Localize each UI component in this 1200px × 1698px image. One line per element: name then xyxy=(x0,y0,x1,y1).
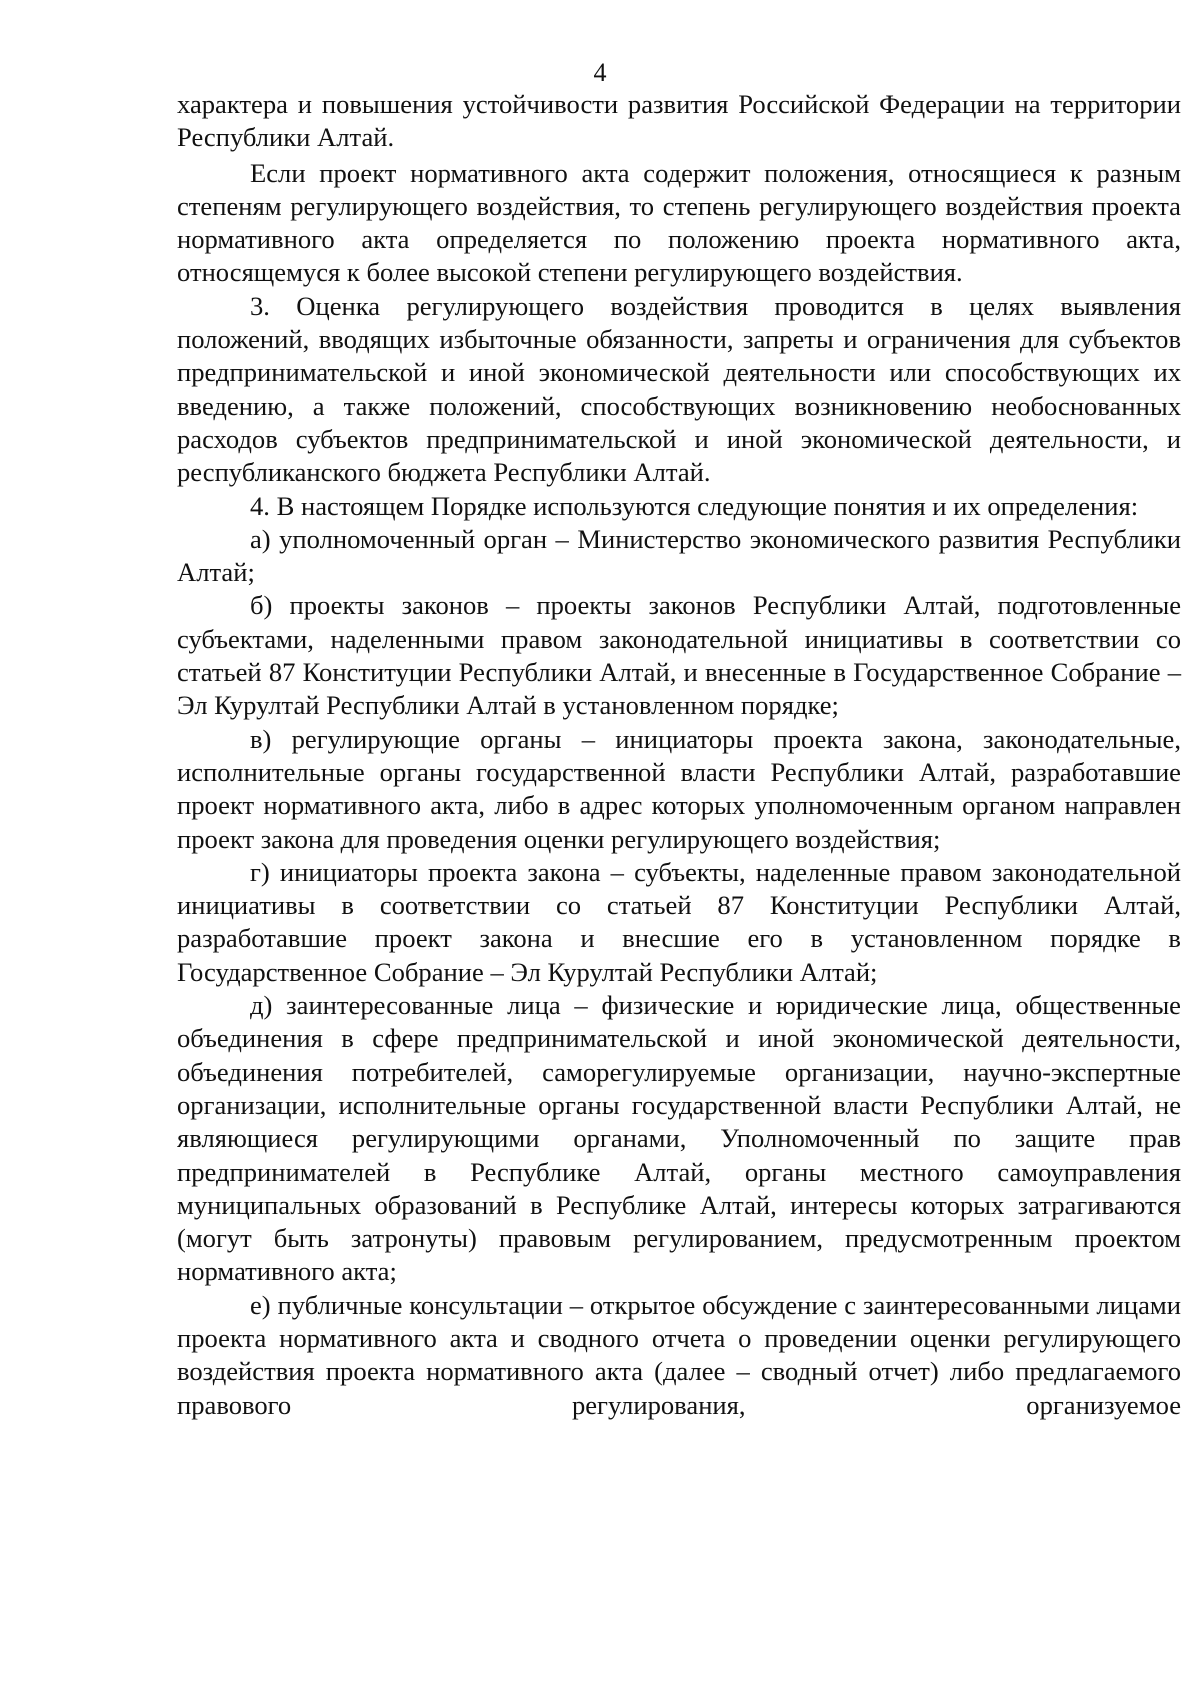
definition-a: а) уполномоченный орган – Министерство экономического развития Республики Алтай; xyxy=(177,523,1181,588)
paragraph-item-3: 3. Оценка регулирующего воздействия проводится в целях выявления положений, вводящих избыточные обязанности, запреты и ограничения для субъектов предпринимательской и иной экономической деятельности или способствующих их введению, а также положений, способствующих возникновению необоснованных расходов субъектов предпринимательской и иной экономической деятельности, и республиканского бюджета Республики Алтай. xyxy=(177,290,1181,488)
definition-v: в) регулирующие органы – инициаторы проекта закона, законодательные, исполнительные органы государственной власти Республики Алтай, разработавшие проект нормативного акта, либо в адрес которых уполномоченным органом направлен проект закона для проведения оценки регулирующего воздействия; xyxy=(177,723,1181,854)
definition-g: г) инициаторы проекта закона – субъекты, наделенные правом законодательной инициативы в соответствии со статьей 87 Конституции Республики Алтай, разработавшие проект закона и внесшие его в установленном порядке в Государственное Собрание – Эл Курултай Республики Алтай; xyxy=(177,856,1181,987)
definition-d: д) заинтересованные лица – физические и юридические лица, общественные объединения в сфере предпринимательской и иной экономической деятельности, объединения потребителей, саморегулируемые организации, научно-экспертные организации, исполнительные органы государственной власти Республики Алтай, не являющиеся регулирующими органами, Уполномоченный по защите прав предпринимателей в Республике Алтай, органы местного самоуправления муниципальных образований в Республике Алтай, интересы которых затрагиваются (могут быть затронуты) правовым регулированием, предусмотренным проектом нормативного акта; xyxy=(177,990,1181,1287)
page-number: 4 xyxy=(593,58,607,87)
paragraph-regulatory-degree: Если проект нормативного акта содержит положения, относящиеся к разным степеням регулирующего воздействия, то степень регулирующего воздействия проекта нормативного акта определяется по положению проекта нормативного акта, относящемуся к более высокой степени регулирующего воздействия. xyxy=(177,157,1181,288)
document-body xyxy=(177,88,1181,1422)
paragraph-item-4: 4. В настоящем Порядке используются следующие понятия и их определения: xyxy=(250,490,1139,521)
definition-e: е) публичные консультации – открытое обсуждение с заинтересованными лицами проекта нормативного акта и сводного отчета о проведении оценки регулирующего воздействия проекта нормативного акта (далее – сводный отчет) либо предлагаемого правового регулирования, организуемое xyxy=(177,1289,1181,1420)
paragraph-continuation: характера и повышения устойчивости развития Российской Федерации на территории Республики Алтай. xyxy=(177,89,1181,153)
definition-b: б) проекты законов – проекты законов Республики Алтай, подготовленные субъектами, наделенными правом законодательной инициативы в соответствии со статьей 87 Конституции Республики Алтай, и внесенные в Государственное Собрание – Эл Курултай Республики Алтай в установленном порядке; xyxy=(177,590,1181,721)
